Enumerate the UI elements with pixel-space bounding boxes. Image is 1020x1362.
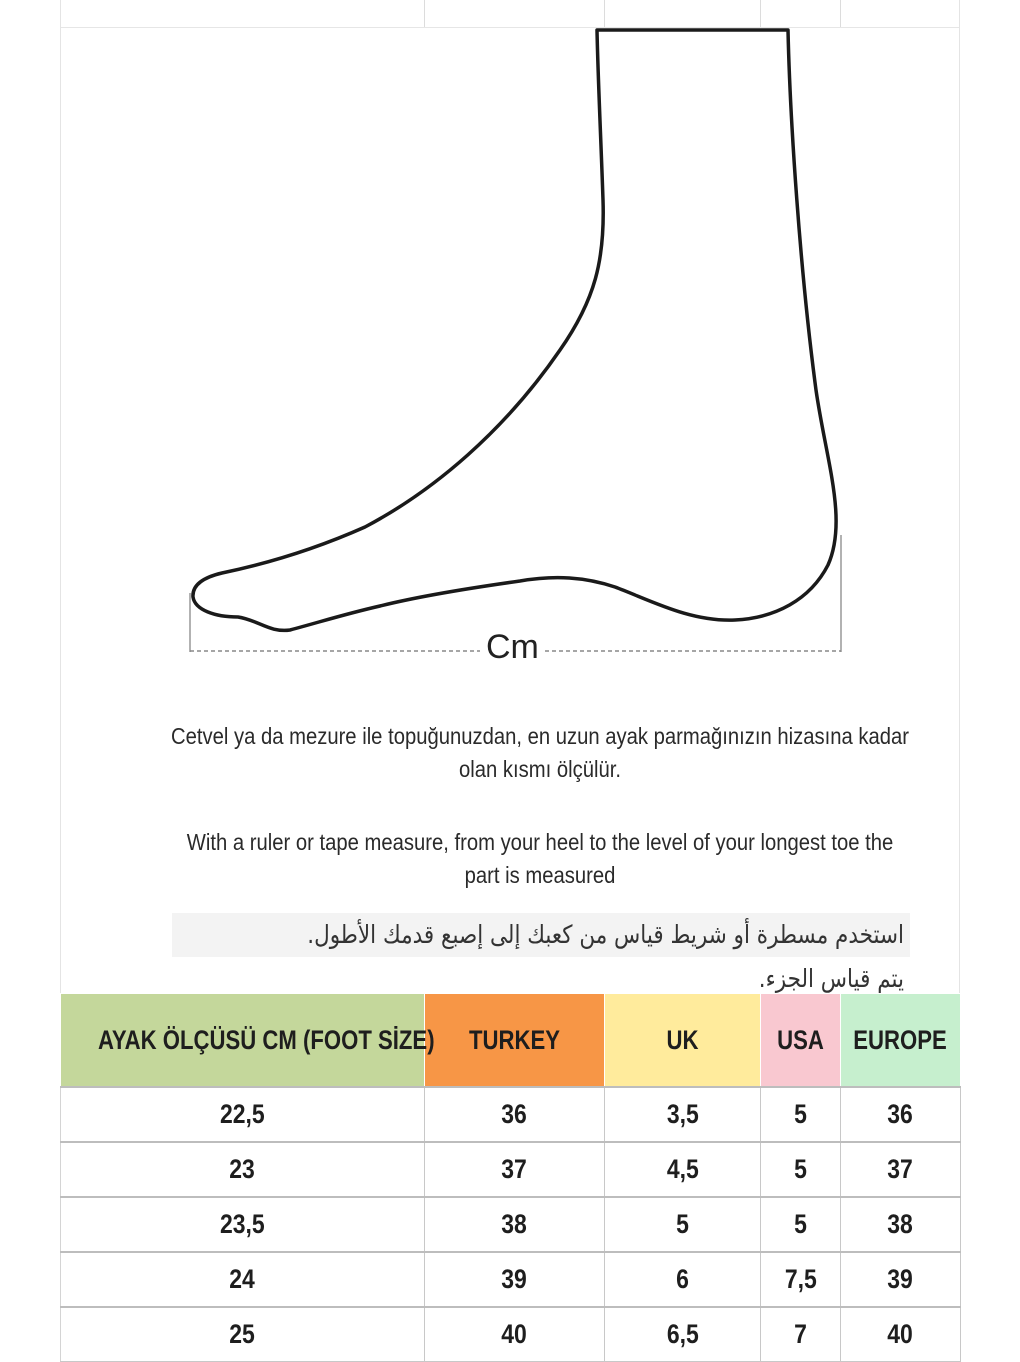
cell-turkey: 40 [425, 1307, 605, 1362]
foot-outline [193, 30, 836, 630]
cell-foot-size: 23 [61, 1142, 425, 1197]
cell-turkey: 39 [425, 1252, 605, 1307]
instruction-turkish: Cetvel ya da mezure ile topuğunuzdan, en uzun ayak parmağınızın hizasına kadar olan kısmı ölçülür. [170, 723, 910, 782]
header-turkey: TURKEY [425, 994, 605, 1088]
size-conversion-table [60, 993, 961, 1362]
table-header-row [61, 994, 961, 1088]
cell-foot-size: 25 [61, 1307, 425, 1362]
cell-europe: 39 [841, 1252, 961, 1307]
cell-europe: 40 [841, 1307, 961, 1362]
cell-europe: 36 [841, 1087, 961, 1142]
table-row [61, 1307, 961, 1362]
cell-foot-size: 22,5 [61, 1087, 425, 1142]
measure-unit-label: Cm [486, 628, 539, 666]
table-row [61, 1087, 961, 1142]
cell-uk: 6,5 [605, 1307, 761, 1362]
cell-turkey: 36 [425, 1087, 605, 1142]
cell-foot-size: 24 [61, 1252, 425, 1307]
table-row [61, 1142, 961, 1197]
cell-uk: 6 [605, 1252, 761, 1307]
cell-usa: 5 [761, 1197, 841, 1252]
header-usa: USA [761, 994, 841, 1088]
cell-uk: 4,5 [605, 1142, 761, 1197]
instruction-english: With a ruler or tape measure, from your heel to the level of your longest toe the part is measured [186, 829, 894, 888]
cell-foot-size: 23,5 [61, 1197, 425, 1252]
cell-europe: 37 [841, 1142, 961, 1197]
table-row [61, 1252, 961, 1307]
header-foot-size: AYAK ÖLÇÜSÜ CM (FOOT SİZE) [61, 994, 425, 1088]
header-europe: EUROPE [841, 994, 961, 1088]
cell-turkey: 37 [425, 1142, 605, 1197]
cell-uk: 3,5 [605, 1087, 761, 1142]
cell-usa: 7 [761, 1307, 841, 1362]
instruction-arabic: استخدم مسطرة أو شريط قياس من كعبك إلى إصبع قدمك الأطول. يتم قياس الجزء. [172, 913, 910, 957]
cell-usa: 5 [761, 1142, 841, 1197]
cell-europe: 38 [841, 1197, 961, 1252]
cell-usa: 7,5 [761, 1252, 841, 1307]
table-row [61, 1197, 961, 1252]
header-uk: UK [605, 994, 761, 1088]
cell-usa: 5 [761, 1087, 841, 1142]
cell-turkey: 38 [425, 1197, 605, 1252]
cell-uk: 5 [605, 1197, 761, 1252]
